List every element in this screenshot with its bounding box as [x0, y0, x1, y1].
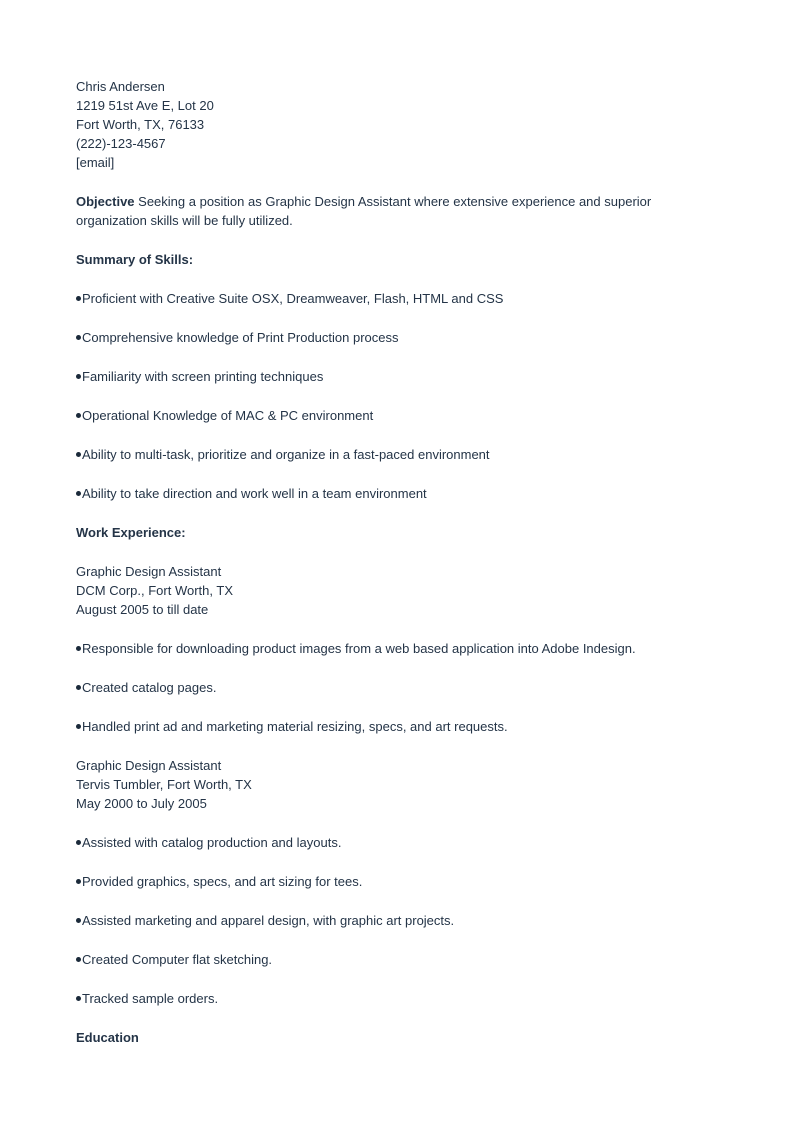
education-heading: Education	[76, 1030, 139, 1045]
job-entry	[76, 756, 716, 1008]
list-item	[76, 872, 716, 891]
spacer	[76, 813, 716, 833]
job-dates: August 2005 to till date	[76, 602, 209, 617]
objective-paragraph	[76, 192, 716, 230]
spacer	[76, 503, 716, 523]
objective-label: Objective	[76, 194, 135, 209]
duty-text: Assisted marketing and apparel design, with graphic art projects.	[82, 913, 455, 928]
spacer	[76, 172, 716, 192]
duty-text: Created Computer flat sketching.	[82, 952, 273, 967]
list-item	[76, 289, 716, 308]
list-item	[76, 833, 716, 852]
spacer	[76, 736, 716, 756]
skill-text: Ability to take direction and work well in a team environment	[82, 486, 427, 501]
list-item	[76, 989, 716, 1008]
duty-text: Created catalog pages.	[82, 680, 217, 695]
skill-text: Familiarity with screen printing techniques	[82, 369, 324, 384]
duty-text: Tracked sample orders.	[82, 991, 219, 1006]
spacer	[76, 542, 716, 562]
job-entry	[76, 562, 716, 736]
objective-text: Seeking a position as Graphic Design Assistant where extensive experience and superior organization skills will be fully utilized.	[76, 194, 652, 228]
skill-text: Ability to multi-task, prioritize and organize in a fast-paced environment	[82, 447, 490, 462]
spacer	[76, 308, 716, 328]
list-item	[76, 639, 716, 658]
spacer	[76, 891, 716, 911]
spacer	[76, 386, 716, 406]
list-item	[76, 911, 716, 930]
spacer	[76, 1008, 716, 1028]
duty-text: Responsible for downloading product images from a web based application into Adobe Indesign.	[82, 641, 636, 656]
job-company: Tervis Tumbler, Fort Worth, TX	[76, 777, 252, 792]
list-item	[76, 717, 716, 736]
list-item	[76, 445, 716, 464]
job-dates: May 2000 to July 2005	[76, 796, 207, 811]
contact-address-line1: 1219 51st Ave E, Lot 20	[76, 98, 214, 113]
duty-text: Assisted with catalog production and layouts.	[82, 835, 342, 850]
skill-text: Proficient with Creative Suite OSX, Dreamweaver, Flash, HTML and CSS	[82, 291, 504, 306]
spacer	[76, 852, 716, 872]
contact-address-line2: Fort Worth, TX, 76133	[76, 117, 205, 132]
list-item	[76, 950, 716, 969]
job-title: Graphic Design Assistant	[76, 758, 222, 773]
contact-phone: (222)-123-4567	[76, 136, 166, 151]
spacer	[76, 969, 716, 989]
spacer	[76, 230, 716, 250]
contact-block	[76, 77, 716, 172]
list-item	[76, 678, 716, 697]
skills-list	[76, 289, 716, 503]
list-item	[76, 406, 716, 425]
list-item	[76, 484, 716, 503]
resume-page	[76, 77, 716, 1047]
spacer	[76, 269, 716, 289]
spacer	[76, 347, 716, 367]
spacer	[76, 619, 716, 639]
list-item	[76, 367, 716, 386]
duty-text: Provided graphics, specs, and art sizing for tees.	[82, 874, 363, 889]
spacer	[76, 658, 716, 678]
skills-heading: Summary of Skills:	[76, 252, 194, 267]
spacer	[76, 425, 716, 445]
contact-name: Chris Andersen	[76, 79, 165, 94]
list-item	[76, 328, 716, 347]
skill-text: Comprehensive knowledge of Print Production process	[82, 330, 399, 345]
duty-text: Handled print ad and marketing material resizing, specs, and art requests.	[82, 719, 508, 734]
contact-email: [email]	[76, 155, 115, 170]
spacer	[76, 464, 716, 484]
experience-heading: Work Experience:	[76, 525, 186, 540]
job-company: DCM Corp., Fort Worth, TX	[76, 583, 233, 598]
spacer	[76, 697, 716, 717]
skill-text: Operational Knowledge of MAC & PC environment	[82, 408, 374, 423]
job-title: Graphic Design Assistant	[76, 564, 222, 579]
spacer	[76, 930, 716, 950]
